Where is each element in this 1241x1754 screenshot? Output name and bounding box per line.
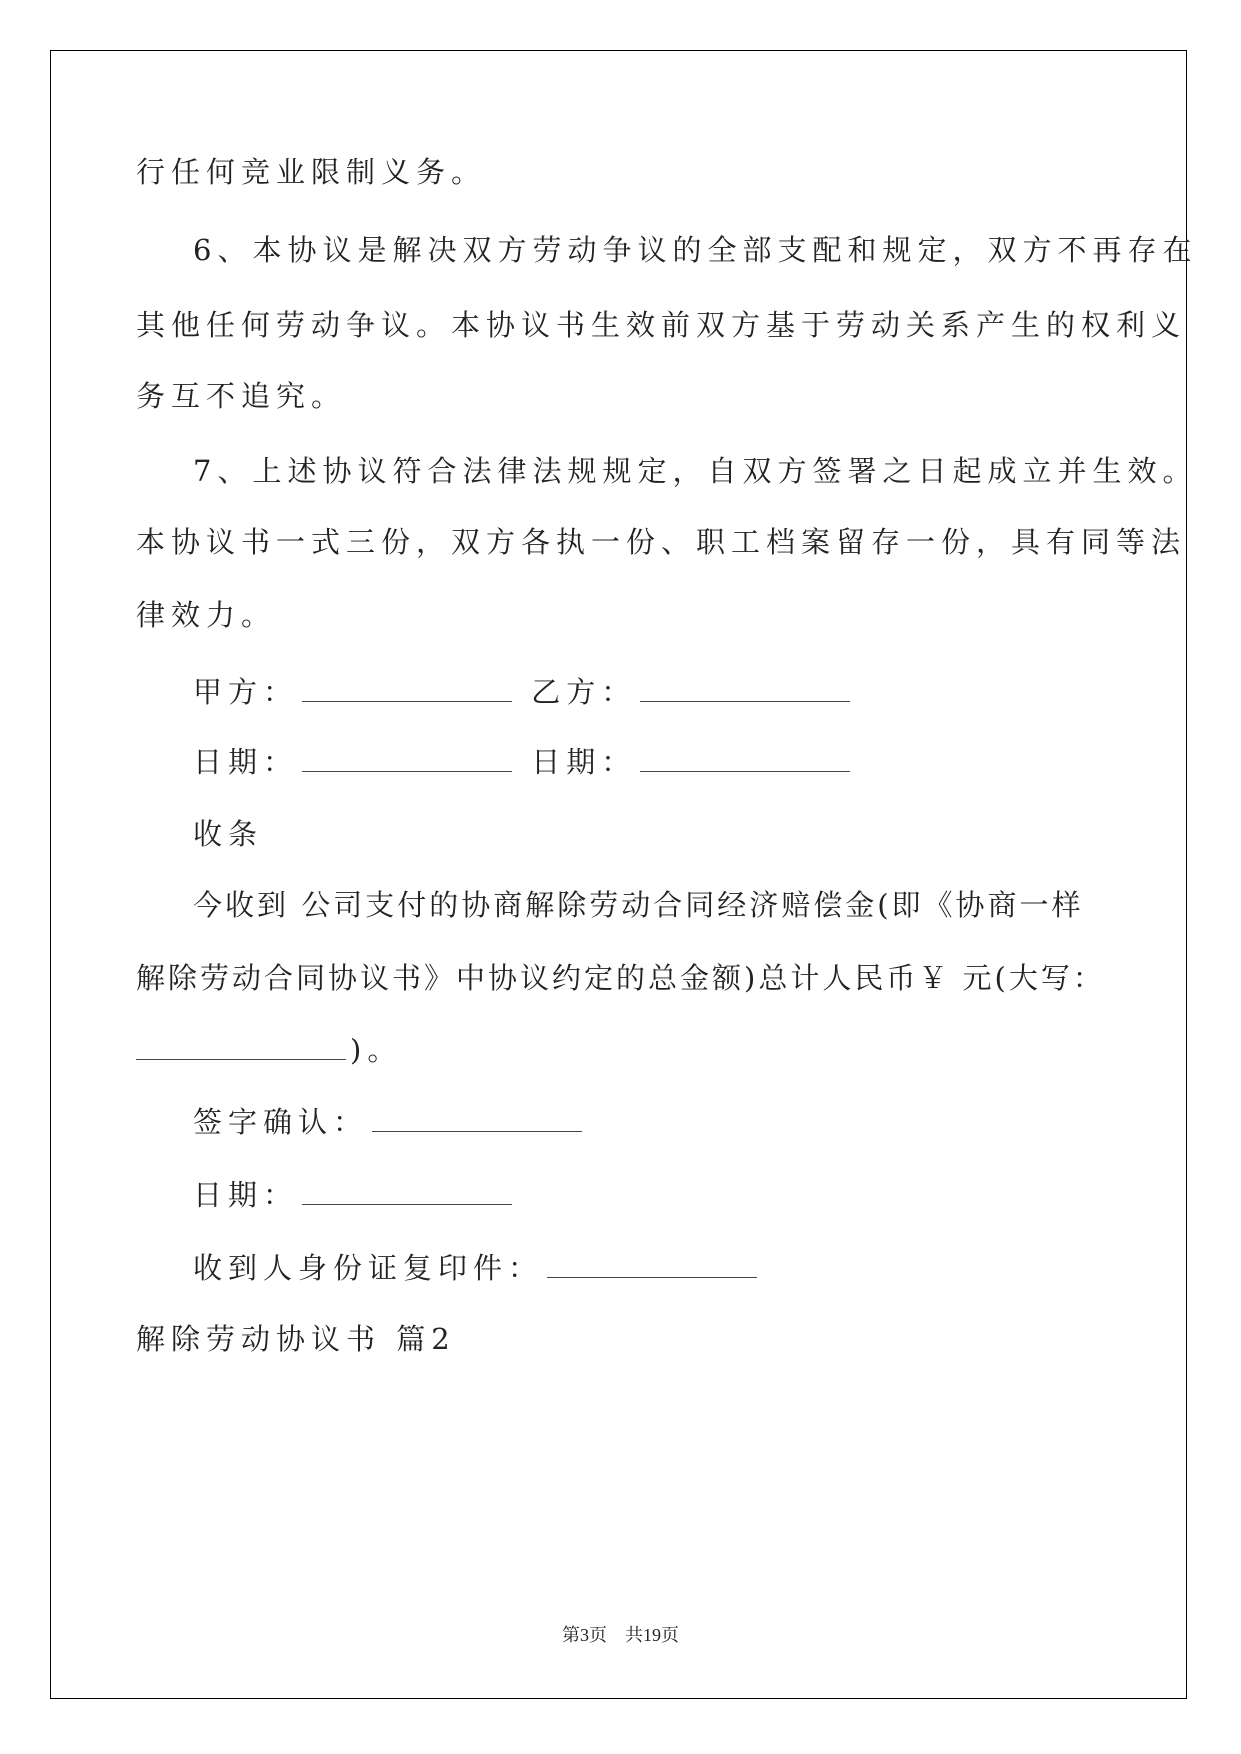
receipt-date-label: 日期： (193, 1178, 299, 1212)
receipt-line: 今收到 公司支付的协商解除劳动合同经济赔偿金(即《协商一样 (193, 888, 1084, 922)
paragraph-line: 务互不追究。 (136, 379, 347, 413)
receipt-line: 解除劳动合同协议书》中协议约定的总金额)总计人民币￥ 元(大写： (136, 961, 1105, 995)
amount-words-blank (136, 1037, 346, 1060)
paragraph-line: 律效力。 (136, 598, 277, 632)
id-copy-label: 收到人身份证复印件： (193, 1251, 544, 1285)
date-a-label: 日期： (193, 745, 299, 779)
sign-confirm-row (193, 1100, 586, 1141)
receipt-line (136, 1028, 402, 1069)
date-b-blank (640, 749, 850, 772)
page-footer: 第3页 共19页 (562, 1625, 679, 1645)
party-a-label: 甲方： (193, 675, 299, 709)
date-a-blank (302, 749, 512, 772)
date-b-label: 日期： (531, 745, 637, 779)
party-b-blank (640, 679, 850, 702)
paragraph-line: 本协议书一式三份，双方各执一份、职工档案留存一份，具有同等法 (136, 525, 1187, 559)
section-heading: 解除劳动协议书 篇2 (136, 1322, 456, 1356)
paragraph-line: 行任何竞业限制义务。 (136, 155, 487, 189)
receipt-date-row (193, 1173, 516, 1214)
clause-6-line: 6、本协议是解决双方劳动争议的全部支配和规定，双方不再存在 (193, 233, 1198, 267)
page-border (50, 50, 1187, 1699)
party-b-label: 乙方： (531, 675, 637, 709)
sign-confirm-blank (372, 1109, 582, 1132)
date-row (193, 740, 854, 781)
clause-7-line: 7、上述协议符合法律法规规定，自双方签署之日起成立并生效。 (193, 454, 1198, 488)
receipt-title: 收条 (193, 817, 264, 851)
receipt-line-end: )。 (350, 1033, 403, 1067)
paragraph-line: 其他任何劳动争议。本协议书生效前双方基于劳动关系产生的权利义 (136, 308, 1187, 342)
party-a-blank (302, 679, 512, 702)
sign-confirm-label: 签字确认： (193, 1105, 369, 1139)
id-copy-row (193, 1246, 761, 1287)
receipt-date-blank (302, 1182, 512, 1205)
signature-row (193, 670, 854, 711)
id-copy-blank (547, 1255, 757, 1278)
